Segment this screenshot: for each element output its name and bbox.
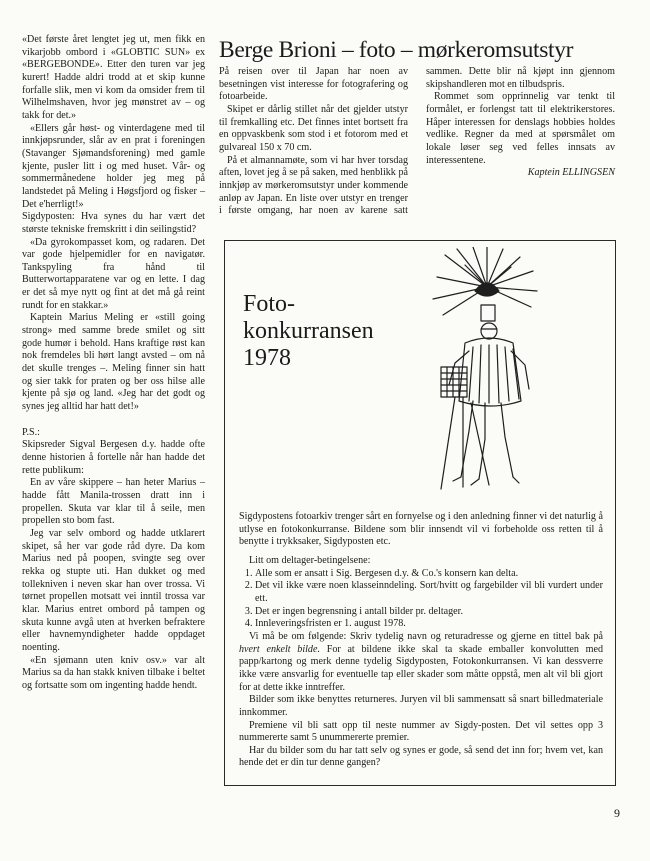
contest-title-line: Foto-	[243, 291, 296, 317]
note-text: Vi må be om følgende: Skriv tydelig navn og returadresse og gjerne en tittel bak på	[249, 630, 603, 642]
conditions-list	[239, 568, 603, 631]
contest-title-line: konkurransen	[243, 318, 374, 344]
paragraph: Skipsreder Sigval Bergesen d.y. hadde ofte denne historien å fortelle når han hadde det rette publikum:	[22, 439, 205, 476]
condition-item: 1. Alle som er ansatt i Sig. Bergesen d.y. & Co.'s konsern kan delta.	[255, 568, 603, 581]
paragraph: Skipet er dårlig stillet når det gjelder utstyr til fremkalling etc. Det finnes intet bortsett fra en oppvaskbenk som stod i et fotorom med et gulvareal 150 x 70 cm.	[219, 103, 408, 153]
paragraph: Jeg var selv ombord og hadde utklarert skipet, så her var gode råd dyre. Da kom Marius ned på poopen, svingte seg over rekka og stupte uti. Han dukket og med tollekniven i neven skar han over trossa. Vi tørnet propellen motsatt vei inntil trossa var klar. Marius entret ombord på tampen og skuta kunne avgå uten at hverken befraktere eller havnemyndigheter hadde oppdaget noenting.	[22, 527, 205, 653]
paragraph: På et almannamøte, som vi har hver torsdag aften, lovet jeg å se på saken, med henblikk på innkjøp av mørkeromsutstyr under kommende anløp av Japan. En liste over utstyr en trenger i første omgang, har noen av karene satt sammen. Dette blir nå kjøpt inn gjennom skipshandleren mot en tilbudspris.	[219, 66, 615, 217]
paragraph: «En sjømann uten kniv osv.» var alt Marius sa da han stakk kniven tilbake i beltet og fortsatte som om ingenting hadde hendt.	[22, 654, 205, 691]
note-text: For at bildene ikke skal ta skade emballer konvolutten med papp/kartong og merk denne tydelig Sigdyposten, Fotokonkurransen. Vi kan dessverre ikke være ansvarlig for eventuelle tap eller skader som måtte oppstå, men alt vil bli gjort for at dette ikke inntreffer.	[239, 643, 603, 693]
prizes-note: Premiene vil bli satt opp til neste nummer av Sigdy-posten. Det vil settes opp 3 nummererte samt 5 unummererte premier.	[239, 719, 603, 744]
left-column	[22, 34, 205, 692]
paragraph: «Det første året lengtet jeg ut, men fikk en vikarjobb ombord i «GLOBTIC SUN» ex «BERGEBONDE». Etter den turen var jeg kurert! Hadde aldri trodd at et skip kunne forfalle slik, men vi kom da omsider frem til Wilhelmshaven, hvor jeg mønstret av – og takk for det.»	[22, 34, 205, 121]
condition-item: 4. Innleveringsfristen er 1. august 1978.	[255, 618, 603, 631]
contest-title-line: 1978	[243, 345, 291, 371]
note-emphasis: hvert enkelt bilde.	[239, 643, 320, 655]
paragraph: «Da gyrokompasset kom, og radaren. Det var gode hjelpemidler for en navigatør. Tankspyling fra hånd til Butterwortapparatene var og en lette. I dag er det så mye nytt og fint at det må gå reint rundt for en stakkar.»	[22, 236, 205, 311]
paragraph: En av våre skippere – han heter Marius – hadde fått Manila-trossen dratt inn i propellen. Skuta var klar til å seile, men propellen sto bom fast.	[22, 477, 205, 527]
conditions-heading: Litt om deltager-betingelsene:	[249, 554, 371, 566]
submission-note	[239, 631, 603, 694]
photographer-figure	[441, 305, 529, 489]
contest-box	[224, 240, 616, 786]
paragraph: Kaptein Marius Meling er «still going strong» med samme brede smilet og sitt gode humør i behold. Hans kraftige røst kan nok fremdeles bli hørt langt avsted – om nå det skulle trenges –. Meling finner sin hatt og sier takk for praten og ber oss hilse alle kjente på sjø og land. «Jeg har det godt og synes jeg alltid har hatt det!»	[22, 312, 205, 413]
condition-item: 3. Det er ingen begrensning i antall bilder pr. deltager.	[255, 606, 603, 619]
condition-item: 2. Det vil ikke være noen klasseinndeling. Sort/hvitt og fargebilder vil bli vurdert under ett.	[255, 580, 603, 605]
photographer-illustration	[425, 247, 595, 507]
page-number: 9	[614, 806, 620, 820]
paragraph: Sigdyposten: Hva synes du har vært det største tekniske fremskritt i din seilingstid?	[22, 211, 205, 235]
ps-label: P.S.:	[22, 426, 40, 438]
article-body	[219, 66, 615, 234]
returns-note: Bilder som ikke benyttes returneres. Juryen vil bli sammensatt så snart billedmateriale innkommer.	[239, 694, 603, 718]
contest-body	[239, 511, 603, 770]
article-title: Berge Brioni – foto – mørkeromsutstyr	[219, 37, 574, 63]
contest-title	[243, 291, 423, 372]
article-author: Kaptein ELLINGSEN	[527, 167, 615, 179]
contest-intro: Sigdypostens fotoarkiv trenger sårt en fornyelse og i den anledning finner vi det naturlig å utlyse en fotokonkurranse. Bildene som blir innsendt vil vi forbeholde oss retten til å benytte i trykksaker, Sigdyposten etc.	[239, 511, 603, 548]
paragraph: På reisen over til Japan har noen av besetningen vist interesse for fotografering og fotoarbeide.	[219, 66, 408, 103]
paragraph: Rommet som opprinnelig var tenkt til formålet, er forlengst tatt til elektrikerstores. Håper interessen for denslags hobbies holdes vedlike. Regner da med at spørsmålet om lokale løser seg ved felles innsats av interessentene.	[426, 91, 615, 166]
closing-note: Har du bilder som du har tatt selv og synes er gode, så send det inn for; hvem vet, kan hende det er din tur denne gangen?	[239, 744, 603, 769]
paragraph: «Ellers går høst- og vinterdagene med til innkjøpsrunder, slår av en prat i foreningen (Stavanger Sjømandsforening) med gamle kjente, pusler litt i og med huset. Vår- og sommermånedene holder jeg meg på landstedet på Meling i Høgsfjord og fisker – Det e'herrligt!»	[22, 122, 205, 210]
